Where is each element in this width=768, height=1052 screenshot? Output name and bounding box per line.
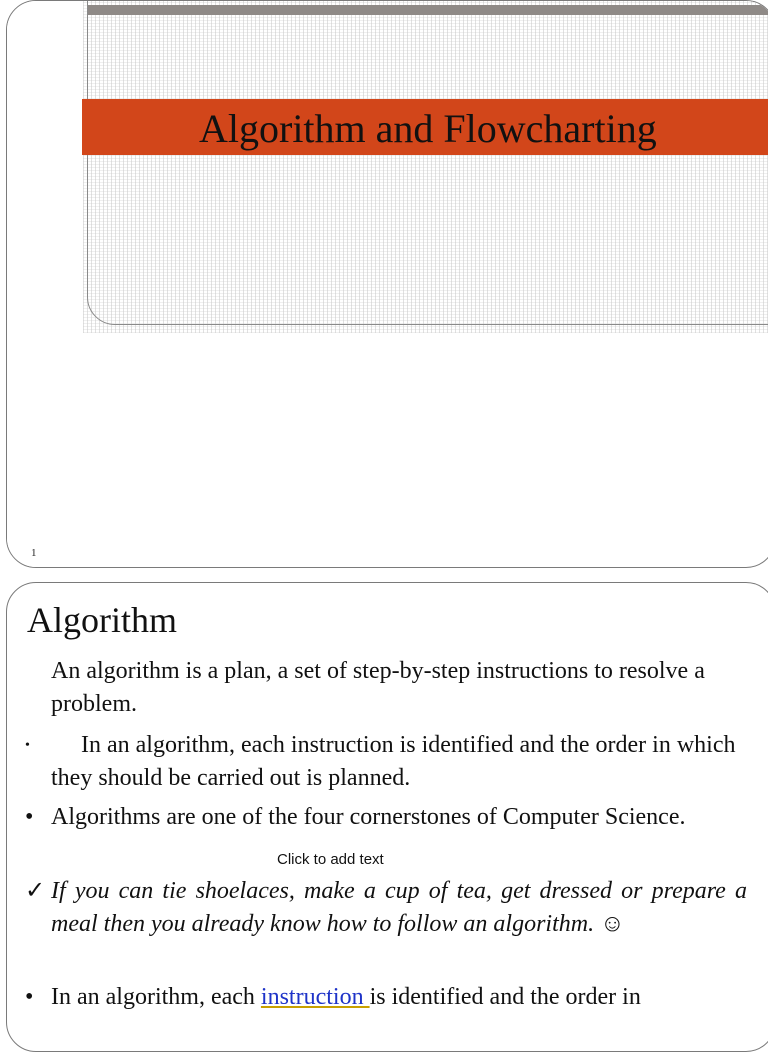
slide-number: 1 — [31, 547, 37, 559]
slide-heading: Algorithm — [27, 600, 177, 640]
checkmark-icon: ✓ — [25, 878, 46, 904]
bullet-text: Algorithms are one of the four cornerstones of Computer Science. — [51, 804, 686, 830]
add-text-placeholder[interactable]: Click to add text — [277, 851, 384, 868]
bullet-text: An algorithm is a plan, a set of step-by-step instructions to resolve a problem. — [51, 658, 705, 717]
bullet-item — [25, 801, 747, 834]
title-slide — [6, 0, 768, 568]
bullet-dot-icon: • — [25, 984, 34, 1010]
bullet-dot-icon: • — [25, 738, 30, 753]
bullet-text-suffix: is identified and the order in — [369, 984, 641, 1010]
slide-title: Algorithm and Flowcharting — [199, 106, 657, 151]
bullet-text-prefix: In an algorithm, each — [51, 984, 261, 1010]
bullet-text: If you can tie shoelaces, make a cup of tea, get dressed or prepare a meal then you already know how to follow an algorithm. ☺ — [51, 878, 747, 937]
bullet-item — [25, 981, 747, 1014]
bullet-item — [25, 875, 747, 941]
bullet-item — [51, 655, 747, 721]
bullet-dot-icon: • — [25, 804, 34, 830]
bullet-text: In an algorithm, each instruction is identified and the order in which they should be carried out is planned. — [51, 732, 748, 791]
content-slide — [6, 582, 768, 1052]
bullet-item — [25, 729, 748, 795]
instruction-link[interactable]: instruction — [260, 984, 370, 1010]
title-panel-frame — [87, 0, 768, 325]
left-margin-strip — [7, 1, 83, 567]
